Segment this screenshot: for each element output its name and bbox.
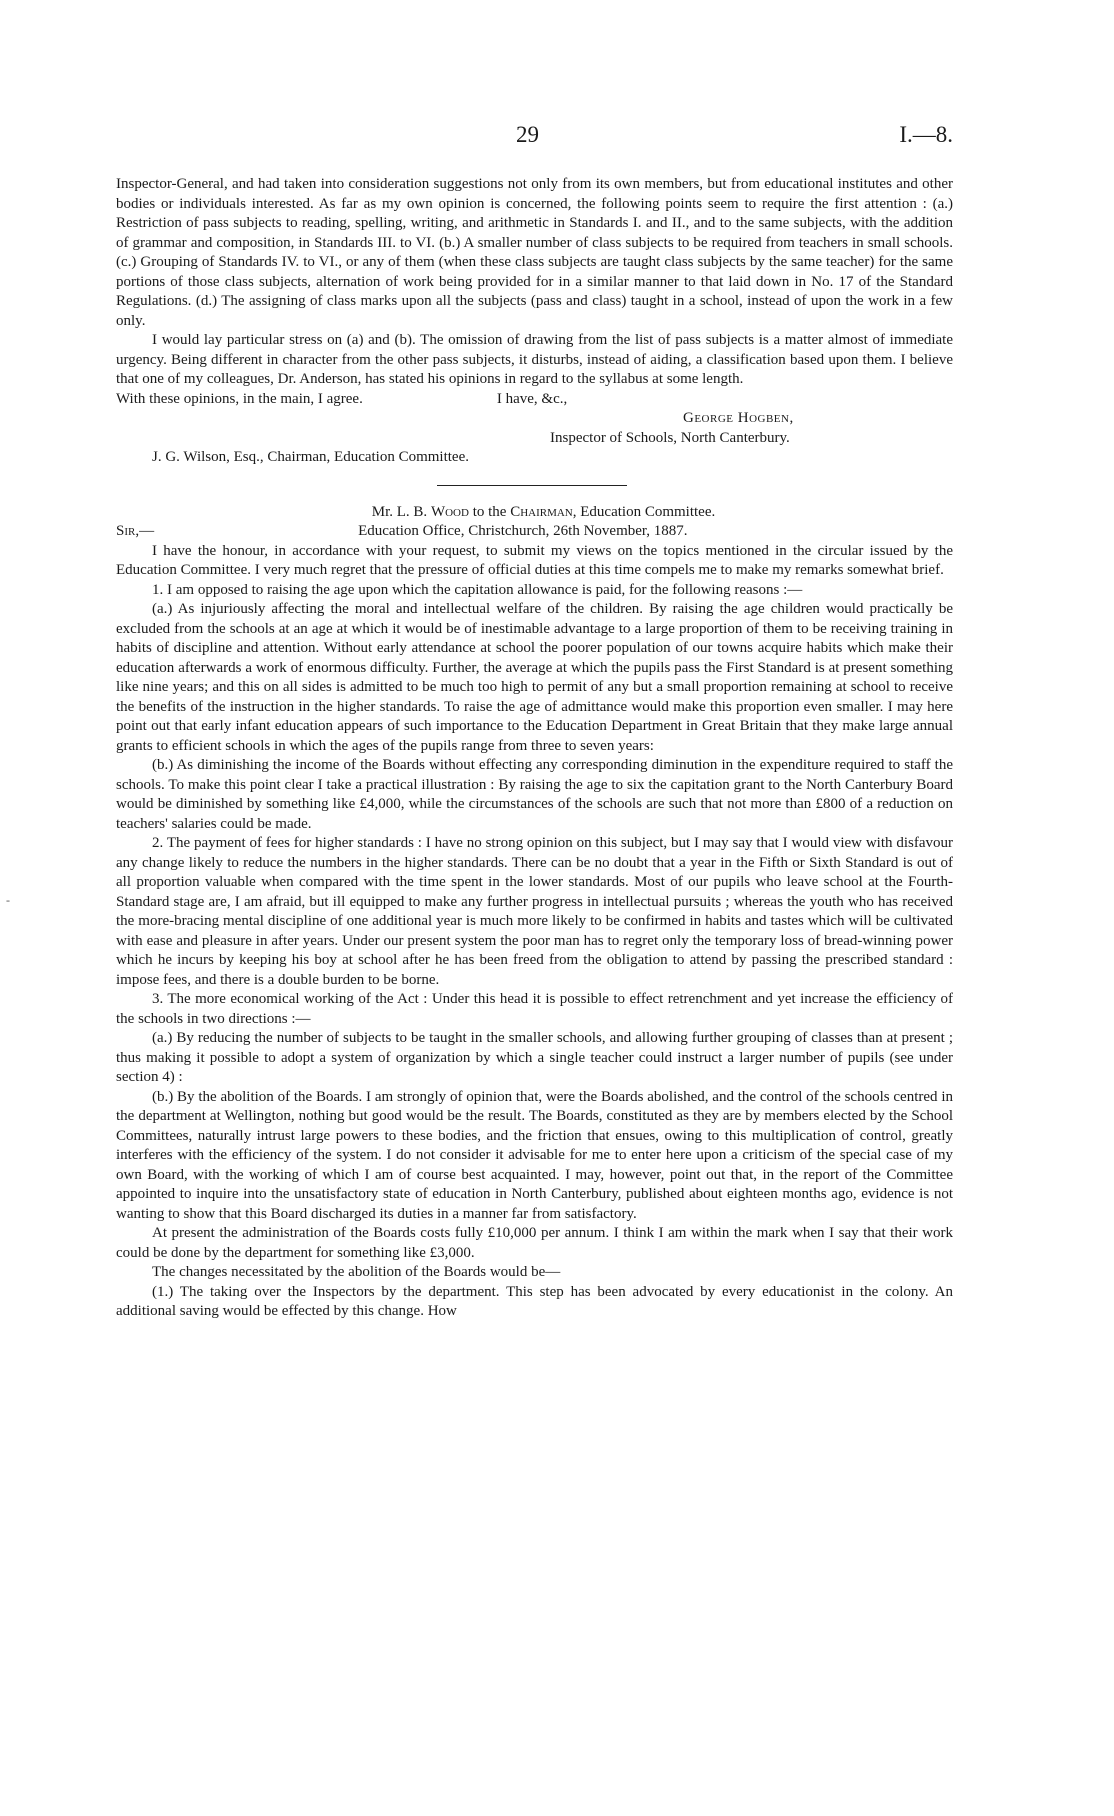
letter-paragraph: At present the administration of the Boards costs fully £10,000 per annum. I think I am within the mark when I say that their work could be done by the department for something like £3,000.	[116, 1225, 953, 1261]
hogben-paragraph-2-end: With these opinions, in the main, I agree.	[116, 390, 363, 407]
section-divider	[437, 485, 627, 486]
closing-line	[116, 390, 953, 410]
signature-name: George Hogben,	[683, 410, 794, 426]
margin-mark: -	[6, 893, 10, 907]
letter-paragraph: 2. The payment of fees for higher standards : I have no strong opinion on this subject, but I may say that I would view with disfavour any change likely to reduce the numbers in the higher standards. There can be no doubt that a year in the Fifth or Sixth Standard is out of all proportion valuable when compared with the time spent in the lower standards. Most of our pupils who leave school at the Fourth-Standard stage are, I am afraid, but ill equipped to make any further progress in intellectual pursuits ; whereas the youth who has received the more-bracing mental discipline of one additional year is much more likely to be confirmed in habits and tastes which will be cultivated with ease and pleasure in after years. Under our present system the poor man has to regret only the temporary loss of bread-winning power which he incurs by keeping his boy at school after he has been freed from the obligation to attend by passing the prescribed standard : impose fees, and there is a double burden to be borne.	[116, 835, 953, 988]
letter-heading	[116, 503, 953, 523]
hogben-paragraph-1: Inspector-General, and had taken into consideration suggestions not only from its own members, but from educational institutes and other bodies or individuals interested. As far as my own opinion is concerned, the following points seem to require the first attention : (a.) Restriction of pass subjects to reading, spelling, writing, and arithmetic in Standards I. and II., and to the same subjects, with the addition of grammar and composition, in Standards III. to VI. (b.) A smaller number of class subjects to be required from teachers in small schools. (c.) Grouping of Standards IV. to VI., or any of them (when these class subjects are taught class subjects by the same teacher) for the same portions of those class subjects, alternation of work being provided for in a similar manner to that laid down in No. 17 of the Standard Regulations. (d.) The assigning of class marks upon all the subjects (pass and class) taught in a school, instead of upon the work in a few only.	[116, 176, 953, 329]
closing-formula: I have, &c.,	[496, 390, 568, 407]
page-body	[116, 175, 953, 1322]
heading-prefix: Mr. L. B.	[371, 503, 428, 520]
heading-chairman: Chairman,	[510, 503, 577, 520]
place-date: Education Office, Christchurch, 26th November, 1887.	[358, 523, 688, 539]
page-number: 29	[516, 122, 539, 147]
page-header	[0, 122, 1114, 152]
letter-paragraph: (b.) As diminishing the income of the Boards without effecting any corresponding diminution in the expenditure required to staff the schools. To make this point clear I take a practical illustration : By raising the age to six the capitation grant to the North Canterbury Board would be diminished by something like £4,000, while the circumstances of the schools are such that not more than £800 of a reduction on teachers' salaries could be made.	[116, 757, 953, 832]
letter-paragraph: (a.) By reducing the number of subjects to be taught in the smaller schools, and allowing further grouping of classes than at present ; thus making it possible to adopt a system of organization by which a single teacher could instruct a larger number of pupils (see under section 4) :	[116, 1030, 953, 1085]
heading-to: to the	[472, 503, 507, 520]
hogben-paragraph-2: I would lay particular stress on (a) and (b). The omission of drawing from the list of pass subjects is a matter almost of immediate urgency. Being different in character from the other pass subjects, it disturbs, instead of aiding, a classification based upon them. I believe that one of my colleagues, Dr. Anderson, has stated his opinions in regard to the syllabus at some length.	[116, 332, 953, 387]
heading-name: Wood	[430, 503, 469, 520]
letter-paragraph: 1. I am opposed to raising the age upon which the capitation allowance is paid, for the following reasons :—	[152, 581, 803, 598]
addressee: J. G. Wilson, Esq., Chairman, Education Committee.	[152, 449, 469, 465]
letter-paragraph: (b.) By the abolition of the Boards. I am strongly of opinion that, were the Boards abolished, and the control of the schools centred in the department at Wellington, nothing but good would be the result. The Boards, constituted as they are by members elected by the School Committees, naturally intrust large powers to these bodies, and the friction that ensues, owing to this multiplication of control, greatly interferes with the efficiency of the system. I do not consider it advisable for me to enter here upon a criticism of the special case of my own Board, with the working of which I am of course best acquainted. I may, however, point out that, in the report of the Committee appointed to inquire into the unsatisfactory state of education in North Canterbury, published about eighteen months ago, evidence is not wanting to show that this Board discharged its duties in a manner far from satisfactory.	[116, 1088, 953, 1222]
salutation-line	[116, 522, 953, 542]
signature-title: Inspector of Schools, North Canterbury.	[550, 429, 790, 446]
document-reference: I.—8.	[899, 122, 953, 147]
letter-paragraph: (a.) As injuriously affecting the moral and intellectual welfare of the children. By raising the age children would practically be excluded from the schools at an age at which it would be of inestimable advantage to a large proportion of them to be receiving training in habits of discipline and attention. Without early attendance at school the poorer population of our towns acquire habits which make their education afterwards a work of enormous difficulty. Further, the average at which the pupils pass the First Standard is at present something like nine years; and this on all sides is admitted to be much too high to permit of any but a small proportion remaining at school to receive the benefits of the instruction in the higher standards. To raise the age of admittance would make this proportion even smaller. I may here point out that early infant education appears of such importance to the Education Department in Great Britain that they make large annual grants to efficient schools in which the ages of the pupils range from three to seven years:	[116, 601, 953, 754]
salutation: Sir,—	[116, 523, 155, 539]
letter-paragraph: 3. The more economical working of the Act : Under this head it is possible to effect retrenchment and yet increase the efficiency of the schools in two directions :—	[116, 991, 953, 1027]
letter-paragraph: (1.) The taking over the Inspectors by the department. This step has been advocated by every educationist in the colony. An additional saving would be effected by this change. How	[116, 1283, 953, 1319]
letter-paragraph: I have the honour, in accordance with your request, to submit my views on the topics mentioned in the circular issued by the Education Committee. I very much regret that the pressure of official duties at this time compels me to make my remarks somewhat brief.	[116, 542, 953, 578]
heading-suffix: Education Committee.	[580, 503, 716, 520]
letter-paragraph: The changes necessitated by the abolition of the Boards would be—	[152, 1264, 561, 1280]
